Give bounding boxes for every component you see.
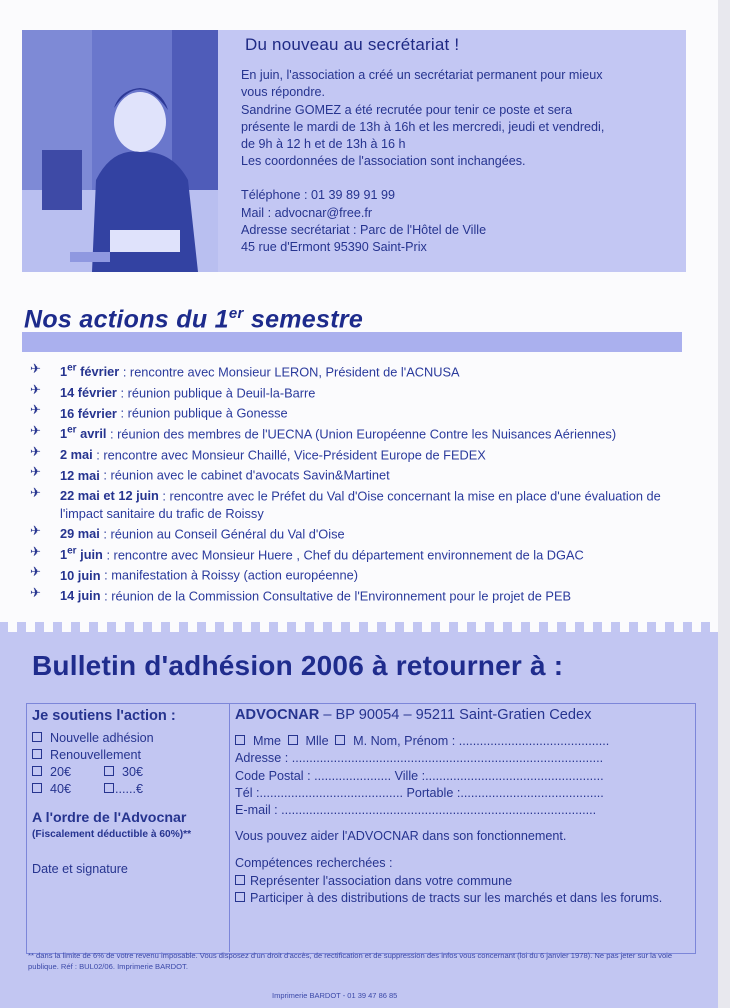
amount-row-1: 20€ 30€ <box>32 764 230 781</box>
news-line: de 9h à 12 h et de 13h à 16 h <box>241 137 406 152</box>
skill-option[interactable]: Participer à des distributions de tracts sur les marchés et dans les forums. <box>235 890 690 907</box>
address-field[interactable]: Adresse : ......................................................................................... <box>235 751 604 766</box>
plane-icon: ✈ <box>30 381 41 397</box>
checkbox-icon[interactable] <box>235 875 245 885</box>
action-date: 29 mai <box>60 526 100 542</box>
action-item <box>30 563 670 584</box>
checkbox-icon[interactable] <box>32 732 42 742</box>
plane-icon: ✈ <box>30 464 41 480</box>
skills-title: Compétences recherchées : <box>235 856 393 871</box>
action-text: : rencontre avec Monsieur LERON, Président de l'ACNUSA <box>119 364 460 380</box>
plane-icon: ✈ <box>30 585 41 601</box>
date-signature: Date et signature <box>32 862 128 876</box>
member-form <box>235 707 690 907</box>
action-text: : réunion de la Commission Consultative de l'Environnement pour le projet de PEB <box>100 588 572 604</box>
action-date: 16 février <box>60 405 117 421</box>
plane-icon: ✈ <box>30 485 41 501</box>
amount-row-2: 40€ ......€ <box>32 781 230 798</box>
help-text: Vous pouvez aider l'ADVOCNAR dans son fonctionnement. <box>235 829 567 844</box>
action-text: : réunion au Conseil Général du Val d'Oise <box>99 526 345 542</box>
action-date: 1er février <box>60 363 120 380</box>
plane-icon: ✈ <box>30 443 41 459</box>
checkbox-icon[interactable] <box>32 766 42 776</box>
action-date: 1er avril <box>60 425 107 442</box>
action-item <box>30 360 670 381</box>
option-renewal[interactable]: Renouvellement <box>32 747 230 764</box>
action-date: 1er juin <box>60 545 103 563</box>
plane-icon: ✈ <box>30 402 41 418</box>
section-bar <box>22 332 682 352</box>
perforation-edge <box>0 622 718 638</box>
support-heading: Je soutiens l'action : <box>32 708 176 724</box>
contact-mail: Mail : advocnar@free.fr <box>241 205 373 220</box>
bulletin-title: Bulletin d'adhésion 2006 à retourner à : <box>32 650 564 681</box>
action-item <box>30 484 670 522</box>
action-item <box>30 381 670 402</box>
news-line: Sandrine GOMEZ a été recrutée pour tenir ce poste et sera <box>241 102 573 117</box>
checkbox-icon[interactable] <box>32 783 42 793</box>
printer-credit: Imprimerie BARDOT - 01 39 47 86 85 <box>272 991 398 1000</box>
checkbox-icon[interactable] <box>32 749 42 759</box>
legal-note: ** dans la limite de 6% de votre revenu imposable. Vous disposez d'un droit d'accès, de rectification et de suppression des infos vous concernant (loi du 6 janvier 1978). Ne pas jeter sur la voie publique. Réf : BUL02/06. Imprimerie BARDOT. <box>28 951 673 971</box>
checkbox-icon[interactable] <box>235 735 245 745</box>
action-item <box>30 543 670 564</box>
action-text: : rencontre avec le Préfet du Val d'Oise concernant la mise en place d'une évaluation de l'impact sanitaire du trafic de Roissy <box>60 488 661 521</box>
action-date: 2 mai <box>60 446 93 462</box>
support-options <box>32 708 230 876</box>
email-field[interactable]: E-mail : .......................................................................................... <box>235 803 597 818</box>
contact-address: Adresse secrétariat : Parc de l'Hôtel de Ville <box>241 222 487 237</box>
action-date: 10 juin <box>60 567 101 583</box>
action-text: : réunion avec le cabinet d'avocats Savin&Martinet <box>99 467 390 483</box>
option-new-member[interactable]: Nouvelle adhésion <box>32 730 230 747</box>
skill-option[interactable]: Représenter l'association dans votre commune <box>235 873 690 890</box>
action-text: : manifestation à Roissy (action européenne) <box>100 567 359 583</box>
action-date: 14 juin <box>60 588 101 604</box>
contact-address-street: 45 rue d'Ermont 95390 Saint-Prix <box>241 240 427 255</box>
civility-field[interactable]: Mme Mlle M. Nom, Prénom : ........................................... <box>235 733 690 750</box>
section-title: Nos actions du 1er semestre <box>24 305 364 334</box>
action-item <box>30 463 670 484</box>
action-date: 14 février <box>60 384 117 400</box>
action-text: : réunion publique à Gonesse <box>116 405 288 421</box>
news-text <box>241 36 681 256</box>
action-text: : rencontre avec Monsieur Huere , Chef du département environnement de la DGAC <box>102 547 584 563</box>
actions-list <box>30 360 670 605</box>
action-item <box>30 401 670 422</box>
action-item <box>30 443 670 464</box>
action-text: : réunion publique à Deuil-la-Barre <box>116 384 316 400</box>
postal-city-field[interactable]: Code Postal : ...................... Ville :................................................... <box>235 768 604 783</box>
checkbox-icon[interactable] <box>335 735 345 745</box>
page-edge <box>718 0 730 1008</box>
payable-to: A l'ordre de l'Advocnar <box>32 810 187 826</box>
plane-icon: ✈ <box>30 423 41 439</box>
news-title: Du nouveau au secrétariat ! <box>245 35 460 54</box>
plane-icon: ✈ <box>30 361 41 376</box>
action-text: : réunion des membres de l'UECNA (Union Européenne Contre les Nuisances Aériennes) <box>106 426 617 442</box>
skills-block <box>235 855 690 907</box>
phone-field[interactable]: Tél :......................................... Portable :......................................... <box>235 785 604 800</box>
return-address: ADVOCNAR – BP 90054 – 95211 Saint-Gratien Cedex <box>235 707 592 723</box>
plane-icon: ✈ <box>30 564 41 580</box>
fiscal-note: (Fiscalement déductible à 60%)** <box>32 829 192 840</box>
checkbox-icon[interactable] <box>235 892 245 902</box>
checkbox-icon[interactable] <box>104 766 114 776</box>
checkbox-icon[interactable] <box>288 735 298 745</box>
contact-phone: Téléphone : 01 39 89 91 99 <box>241 188 396 203</box>
news-line: présente le mardi de 13h à 16h et les mercredi, jeudi et vendredi, <box>241 119 605 134</box>
action-date: 22 mai et 12 juin <box>60 488 159 504</box>
action-text: : rencontre avec Monsieur Chaillé, Vice-Président Europe de FEDEX <box>92 446 486 462</box>
checkbox-icon[interactable] <box>104 783 114 793</box>
plane-icon: ✈ <box>30 543 41 559</box>
action-item <box>30 522 670 543</box>
news-line: En juin, l'association a créé un secrétariat permanent pour mieux <box>241 68 603 83</box>
news-box <box>22 30 686 272</box>
secretary-photo <box>22 30 218 272</box>
plane-icon: ✈ <box>30 523 41 539</box>
action-item <box>30 584 670 605</box>
action-item <box>30 422 670 443</box>
action-date: 12 mai <box>60 467 100 483</box>
news-line: vous répondre. <box>241 85 326 100</box>
news-line: Les coordonnées de l'association sont inchangées. <box>241 154 526 169</box>
